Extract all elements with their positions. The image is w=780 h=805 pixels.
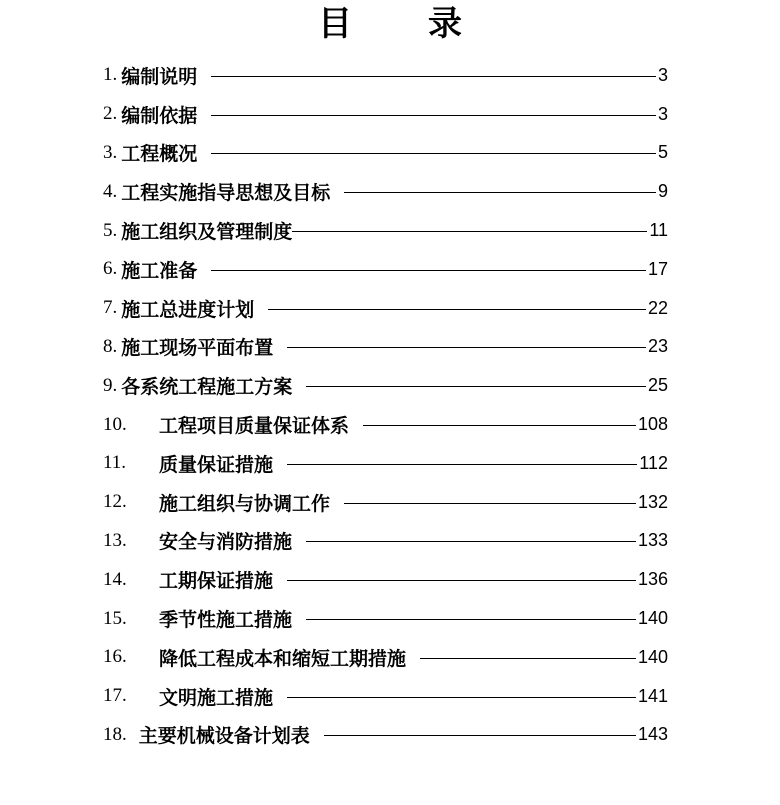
toc-entry-number: 1.: [103, 64, 118, 86]
toc-entry-label: 工程项目质量保证体系: [159, 415, 350, 438]
toc-entry-8[interactable]: [103, 328, 668, 367]
toc-entry-page: 140: [637, 646, 668, 667]
toc-entry-page: 3: [657, 103, 668, 124]
toc-entry-label: 编制依据: [121, 104, 198, 127]
toc-entry-label: 施工现场平面布置: [121, 337, 274, 360]
toc-entry-page: 136: [637, 569, 668, 590]
toc-entry-number: 12.: [103, 491, 127, 513]
toc-entry-page: 11: [649, 220, 668, 241]
toc-entry-label: 施工组织与协调工作: [159, 492, 331, 515]
toc-entry-label: 季节性施工措施: [159, 609, 293, 632]
toc-entry-label: 文明施工措施: [159, 686, 274, 709]
toc-entry-number: 4.: [103, 180, 118, 202]
toc-leader-line: [420, 658, 636, 659]
toc-leader-line: [287, 347, 646, 348]
toc-leader-line: [292, 231, 647, 232]
toc-entry-number: 16.: [103, 646, 127, 668]
toc-entry-6[interactable]: [103, 250, 668, 289]
toc-leader-line: [306, 619, 636, 620]
toc-entry-16[interactable]: [103, 638, 668, 677]
toc-entry-2[interactable]: [103, 95, 668, 134]
toc-entry-label: 编制说明: [121, 65, 198, 88]
toc-entry-12[interactable]: [103, 483, 668, 522]
toc-entry-page: 132: [637, 491, 668, 512]
toc-entry-page: 25: [647, 375, 668, 396]
toc-leader-line: [287, 697, 636, 698]
toc-entry-label: 质量保证措施: [159, 453, 274, 476]
toc-entry-13[interactable]: [103, 522, 668, 561]
toc-entry-number: 8.: [103, 335, 118, 357]
toc-entry-page: 143: [637, 724, 668, 745]
toc-entry-page: 5: [657, 142, 668, 163]
toc-entry-label: 施工准备: [121, 259, 198, 282]
toc-leader-line: [344, 192, 656, 193]
toc-entry-label: 工期保证措施: [159, 570, 274, 593]
toc-entry-page: 140: [637, 608, 668, 629]
toc-entry-label: 工程概况: [121, 143, 198, 166]
page-title: [0, 2, 780, 46]
toc-entry-page: 9: [657, 181, 668, 202]
toc-entry-4[interactable]: [103, 172, 668, 211]
toc-entry-number: 7.: [103, 297, 118, 319]
toc-entry-label: 安全与消防措施: [159, 531, 293, 554]
toc-leader-line: [287, 464, 637, 465]
toc-entry-number: 18.: [103, 723, 127, 745]
toc-entry-label: 施工组织及管理制度: [121, 221, 293, 244]
table-of-contents: [103, 56, 668, 754]
toc-entry-page: 3: [657, 64, 668, 85]
toc-entry-18[interactable]: [103, 716, 668, 755]
toc-leader-line: [324, 735, 636, 736]
toc-leader-line: [344, 503, 636, 504]
toc-entry-page: 133: [637, 530, 668, 551]
toc-entry-page: 108: [637, 414, 668, 435]
toc-entry-7[interactable]: [103, 289, 668, 328]
toc-entry-number: 3.: [103, 141, 118, 163]
toc-entry-number: 14.: [103, 568, 127, 590]
toc-entry-page: 112: [639, 452, 668, 473]
toc-entry-10[interactable]: [103, 405, 668, 444]
toc-leader-line: [287, 580, 636, 581]
toc-leader-line: [306, 386, 646, 387]
toc-entry-3[interactable]: [103, 134, 668, 173]
toc-entry-number: 2.: [103, 103, 118, 125]
toc-entry-label: 主要机械设备计划表: [138, 725, 310, 748]
toc-entry-15[interactable]: [103, 599, 668, 638]
toc-entry-5[interactable]: [103, 211, 668, 250]
toc-entry-17[interactable]: [103, 677, 668, 716]
toc-entry-page: 22: [647, 297, 668, 318]
toc-leader-line: [363, 425, 636, 426]
toc-entry-number: 15.: [103, 607, 127, 629]
toc-leader-line: [211, 270, 646, 271]
toc-entry-14[interactable]: [103, 560, 668, 599]
toc-entry-11[interactable]: [103, 444, 668, 483]
toc-entry-page: 17: [647, 258, 668, 279]
toc-entry-label: 施工总进度计划: [121, 298, 255, 321]
toc-entry-label: 降低工程成本和缩短工期措施: [159, 647, 407, 670]
toc-entry-number: 17.: [103, 685, 127, 707]
toc-entry-number: 5.: [103, 219, 118, 241]
toc-entry-number: 6.: [103, 258, 118, 280]
toc-entry-number: 13.: [103, 529, 127, 551]
toc-entry-label: 工程实施指导思想及目标: [121, 182, 331, 205]
toc-entry-1[interactable]: [103, 56, 668, 95]
toc-leader-line: [211, 115, 656, 116]
toc-entry-9[interactable]: [103, 366, 668, 405]
title-char-2: 录: [428, 4, 462, 44]
toc-leader-line: [211, 153, 656, 154]
toc-entry-label: 各系统工程施工方案: [121, 376, 293, 399]
toc-leader-line: [211, 76, 656, 77]
toc-entry-page: 141: [637, 685, 668, 706]
title-char-1: 目: [318, 4, 352, 44]
toc-entry-page: 23: [647, 336, 668, 357]
toc-entry-number: 10.: [103, 413, 127, 435]
toc-leader-line: [268, 309, 646, 310]
toc-leader-line: [306, 541, 636, 542]
toc-entry-number: 11.: [103, 452, 127, 474]
toc-entry-number: 9.: [103, 374, 118, 396]
